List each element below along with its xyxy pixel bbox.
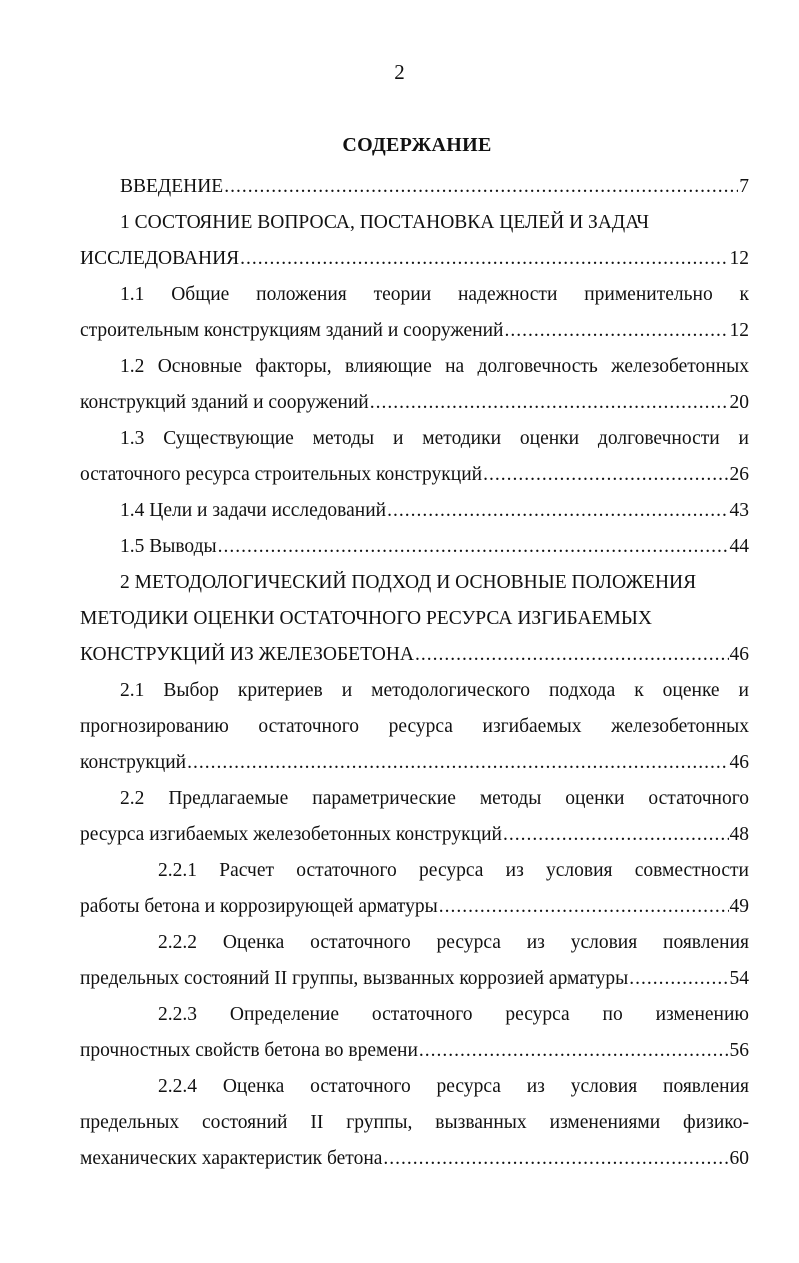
toc-entry-text: ресурса изгибаемых железобетонных конструкций [80,824,502,845]
toc-entry-text: 2.2.3 Определение остаточного ресурса по изменению [158,1004,749,1025]
toc-entry-text: ВВЕДЕНИЕ [120,176,224,197]
toc-entry-2-1[interactable] [80,673,749,781]
toc-entry-text: прогнозированию остаточного ресурса изгибаемых железобетонных [80,716,749,737]
dot-leader [505,313,729,349]
toc-entry-text: 2.1 Выбор критериев и методологического подхода к оценке и [120,680,749,701]
toc-page-number: 46 [729,752,749,773]
toc-entry-1-3[interactable] [80,421,749,493]
toc-entry-text: механических характеристик бетона [80,1148,383,1169]
toc-page-number: 49 [729,896,749,917]
dot-leader [218,529,729,565]
toc-entry-text: конструкций зданий и сооружений [80,392,369,413]
dot-leader [503,817,729,853]
toc-title: СОДЕРЖАНИЕ [342,134,492,156]
dot-leader [629,961,728,997]
toc-page-number: 44 [729,536,749,557]
dot-leader [187,745,728,781]
toc-entry-text: работы бетона и коррозирующей арматуры [80,896,438,917]
toc-entry-2-2-4[interactable] [80,1069,749,1177]
toc-entry-2-2[interactable] [80,781,749,853]
toc-entry-text: 1.4 Цели и задачи исследований [120,500,387,521]
toc-entry-2-2-2[interactable] [80,925,749,997]
dot-leader [383,1141,728,1177]
toc-page-number: 7 [739,176,749,197]
toc-page-number: 12 [729,248,749,269]
toc-entry-text: предельных состояний II группы, вызванных коррозией арматуры [80,968,629,989]
toc-entry-introduction[interactable] [80,169,749,205]
toc-page-number: 56 [729,1040,749,1061]
dot-leader [370,385,729,421]
toc-entry-1-4[interactable] [80,493,749,529]
toc-entry-text: конструкций [80,752,187,773]
toc-page-number: 26 [729,464,749,485]
toc-entry-2-2-1[interactable] [80,853,749,925]
toc-entry-text: 1.3 Существующие методы и методики оценки долговечности и [120,428,749,449]
toc-entry-text: 1.2 Основные факторы, влияющие на долговечность железобетонных [120,356,749,377]
toc-entry-text: предельных состояний II группы, вызванных изменениями физико- [80,1112,749,1133]
dot-leader [419,1033,729,1069]
toc-entry-text: 2.2.1 Расчет остаточного ресурса из условия совместности [158,860,749,881]
toc-page-number: 12 [729,320,749,341]
dot-leader [439,889,729,925]
dot-leader [240,241,728,277]
toc-entry-text: остаточного ресурса строительных конструкций [80,464,483,485]
toc-entry-text: МЕТОДИКИ ОЦЕНКИ ОСТАТОЧНОГО РЕСУРСА ИЗГИБАЕМЫХ [80,608,652,629]
toc-entry-chapter-2[interactable] [80,565,749,673]
toc-entry-text: 1.5 Выводы [120,536,217,557]
toc-page-number: 46 [729,644,749,665]
toc-entry-text: строительным конструкциям зданий и сооружений [80,320,504,341]
page-number: 2 [394,60,405,84]
dot-leader [415,637,729,673]
table-of-contents [80,169,749,1177]
toc-entry-text: ИССЛЕДОВАНИЯ [80,248,240,269]
toc-entry-text: прочностных свойств бетона во времени [80,1040,418,1061]
toc-entry-text: 2.2 Предлагаемые параметрические методы оценки остаточного [120,788,749,809]
toc-entry-2-2-3[interactable] [80,997,749,1069]
toc-page-number: 43 [729,500,749,521]
toc-entry-text: КОНСТРУКЦИЙ ИЗ ЖЕЛЕЗОБЕТОНА [80,644,414,665]
dot-leader [224,169,738,205]
toc-entry-text: 2.2.2 Оценка остаточного ресурса из условия появления [158,932,749,953]
toc-entry-text: 1 СОСТОЯНИЕ ВОПРОСА, ПОСТАНОВКА ЦЕЛЕЙ И ЗАДАЧ [120,212,649,233]
toc-entry-text: 2 МЕТОДОЛОГИЧЕСКИЙ ПОДХОД И ОСНОВНЫЕ ПОЛОЖЕНИЯ [120,572,697,593]
toc-page-number: 48 [729,824,749,845]
toc-entry-text: 1.1 Общие положения теории надежности применительно к [120,284,749,305]
toc-page-number: 60 [729,1148,749,1169]
dot-leader [387,493,728,529]
toc-entry-1-5[interactable] [80,529,749,565]
toc-entry-text: 2.2.4 Оценка остаточного ресурса из условия появления [158,1076,749,1097]
toc-entry-1-1[interactable] [80,277,749,349]
dot-leader [483,457,728,493]
toc-page-number: 20 [729,392,749,413]
toc-entry-chapter-1[interactable] [80,205,749,277]
toc-page-number: 54 [729,968,749,989]
toc-entry-1-2[interactable] [80,349,749,421]
